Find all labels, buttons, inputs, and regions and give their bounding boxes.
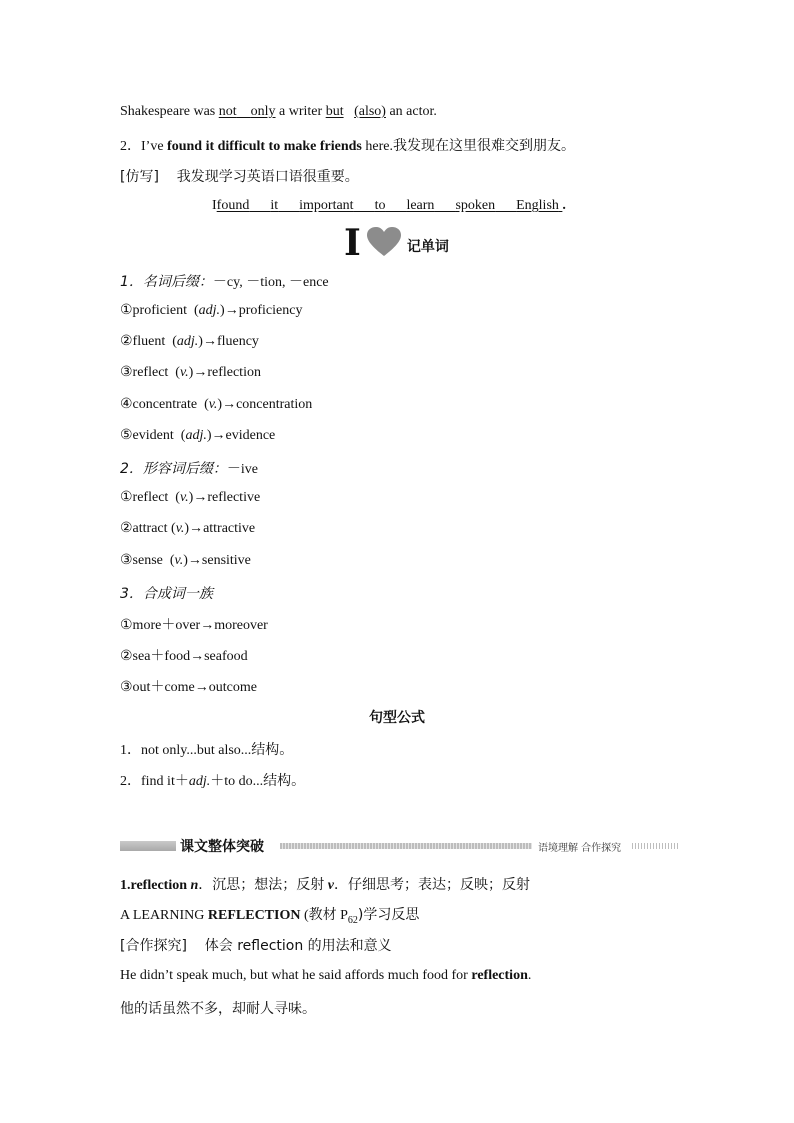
task-tag: [合作探究]	[120, 938, 187, 954]
section-title: 1．名词后缀：	[120, 274, 213, 290]
logo-letter: I	[344, 222, 361, 264]
suffix-list: －ive	[226, 462, 259, 477]
imitation-answer	[212, 198, 566, 214]
list-item: ①more＋over→moreover	[120, 618, 268, 633]
headword: 1.reflection	[120, 878, 187, 893]
example-translation: 他的话虽然不多，却耐人寻味。	[120, 1001, 316, 1017]
task-text: 体会 reflection 的用法和意义	[204, 938, 392, 954]
textbook-reference: A LEARNING REFLECTION (教材 $P_{62}$)学习反思	[120, 907, 420, 926]
logo-text: 记单词	[406, 239, 449, 255]
suffix-heading-1	[120, 271, 329, 291]
cooperative-task	[120, 935, 392, 955]
pattern-item-1: 1．not only...but also...结构。	[120, 743, 294, 758]
list-item: ①proficient (adj.)→proficiency	[120, 303, 303, 318]
pattern-title: 句型公式	[369, 710, 425, 726]
example-sentence-1	[120, 104, 437, 120]
list-item: ③out＋come→outcome	[120, 680, 257, 695]
sentence-text: here.	[365, 139, 393, 154]
pattern-item-2: 2．find it＋adj.＋to do...结构。	[120, 774, 306, 789]
banner-bar-left	[120, 841, 176, 851]
section-banner	[120, 838, 680, 854]
part-of-speech: n	[190, 878, 199, 893]
answer-underline: found it important to learn spoken English	[216, 198, 559, 213]
blank-answer: (also)	[354, 104, 386, 119]
blank-answer: but	[325, 104, 344, 119]
answer-text: I	[212, 198, 217, 213]
pattern-sentence-2	[120, 135, 575, 155]
answer-period: .	[562, 198, 566, 213]
section-title: 2．形容词后缀：	[120, 461, 227, 477]
heart-icon	[367, 227, 401, 257]
sentence-text: Shakespeare was	[120, 104, 216, 119]
list-item: ①reflect (v.)→reflective	[120, 490, 261, 505]
list-item: ②attract (v.)→attractive	[120, 521, 256, 536]
part-of-speech: v	[327, 878, 335, 893]
banner-bar-right	[632, 843, 680, 849]
imitation-prompt	[120, 166, 359, 186]
chinese-translation: 我发现在这里很难交到朋友。	[392, 138, 575, 154]
word-entry	[120, 874, 530, 894]
list-item: ②sea＋food→seafood	[120, 649, 248, 664]
sentence-text: an actor.	[389, 104, 437, 119]
sentence-text: a writer	[279, 104, 323, 119]
list-item: ②fluent (adj.)→fluency	[120, 334, 259, 349]
banner-subtitle: 语境理解 合作探究	[538, 843, 622, 854]
chinese-prompt: 我发现学习英语口语很重要。	[176, 169, 359, 185]
blank-answer: not only	[218, 104, 276, 119]
definition: ．沉思；想法；反射	[198, 877, 325, 893]
compound-heading: 3．合成词一族	[120, 586, 213, 602]
list-item: ④concentrate (v.)→concentration	[120, 397, 313, 412]
banner-bar-middle	[280, 843, 532, 849]
definition: ．仔细思考；表达；反映；反射	[334, 877, 531, 893]
bold-phrase: found it difficult to make friends	[167, 139, 362, 154]
list-item: ③reflect (v.)→reflection	[120, 365, 261, 380]
example-sentence: He didn’t speak much, but what he said affords much food for reflection.	[120, 968, 532, 983]
vocab-section-logo	[344, 222, 449, 264]
list-item: ③sense (v.)→sensitive	[120, 553, 251, 568]
imitation-tag: [仿写]	[120, 169, 159, 185]
sentence-text: 2．I’ve	[120, 139, 164, 154]
suffix-list: －cy, －tion, －ence	[212, 275, 329, 290]
banner-title: 课文整体突破	[180, 839, 264, 855]
suffix-heading-2	[120, 458, 258, 478]
list-item: ⑤evident (adj.)→evidence	[120, 428, 276, 443]
